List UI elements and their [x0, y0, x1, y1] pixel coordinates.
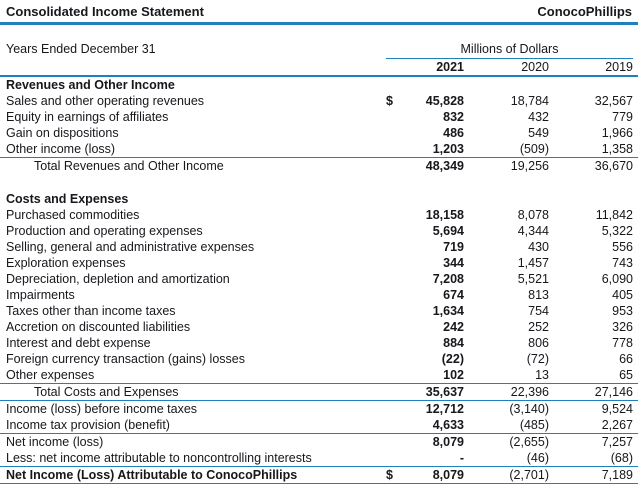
value-2020: 4,344	[517, 224, 549, 238]
units-label: Millions of Dollars	[386, 41, 633, 59]
value-2019	[549, 191, 633, 207]
table-row	[0, 384, 638, 401]
row-label: Taxes other than income taxes	[6, 304, 176, 318]
value-2019: 32,567	[594, 94, 633, 108]
value-2019: 778	[612, 336, 633, 350]
table-row	[0, 467, 638, 484]
table-row	[0, 255, 638, 271]
value-2020: 813	[528, 288, 549, 302]
value-2019	[549, 77, 633, 93]
table-row	[0, 271, 638, 287]
value-2021: 8,079	[432, 468, 464, 482]
row-label: Revenues and Other Income	[6, 78, 175, 92]
value-2021: 35,637	[425, 385, 464, 399]
value-2019: 5,322	[601, 224, 633, 238]
row-label: Net Income (Loss) Attributable to ConocoPhillips	[6, 468, 298, 482]
value-2020	[464, 191, 549, 207]
value-2019: 743	[612, 256, 633, 270]
value-2021: 344	[443, 256, 464, 270]
value-2021: 102	[443, 368, 464, 382]
table-row	[0, 351, 638, 367]
value-2021: (22)	[441, 352, 464, 366]
value-2021: 1,634	[432, 304, 464, 318]
row-label: Net income (loss)	[6, 435, 104, 449]
currency-symbol	[386, 141, 404, 157]
value-2021: 1,203	[432, 142, 464, 156]
section-heading-row	[0, 191, 638, 207]
value-2019: 36,670	[594, 159, 633, 173]
value-2019: 953	[612, 304, 633, 318]
year-header-2021: 2021	[436, 60, 464, 74]
currency-symbol	[386, 434, 404, 450]
value-2019: (68)	[610, 451, 633, 465]
row-label: Gain on dispositions	[6, 126, 119, 140]
currency-symbol	[386, 207, 404, 223]
table-row	[0, 223, 638, 239]
value-2021: -	[459, 451, 464, 465]
value-2021: 4,633	[432, 418, 464, 432]
value-2020: 806	[528, 336, 549, 350]
value-2019: 7,257	[601, 435, 633, 449]
currency-symbol: $	[386, 468, 393, 482]
year-header-2019: 2019	[605, 60, 633, 74]
year-header-spacer	[6, 59, 386, 75]
currency-symbol	[386, 271, 404, 287]
value-2020: (2,701)	[509, 468, 549, 482]
table-row	[0, 141, 638, 158]
value-2019: 326	[612, 320, 633, 334]
value-2019: 66	[619, 352, 633, 366]
value-2020: 754	[528, 304, 549, 318]
value-2019: 1,966	[601, 126, 633, 140]
value-2021: 832	[443, 110, 464, 124]
value-2021	[404, 191, 464, 207]
subheader-row	[0, 41, 638, 59]
value-2019: 27,146	[594, 385, 633, 399]
value-2020: 19,256	[510, 159, 549, 173]
year-header-row	[0, 59, 638, 77]
value-2021	[404, 77, 464, 93]
table-row	[0, 450, 638, 467]
table-row	[0, 367, 638, 384]
table-row	[0, 335, 638, 351]
currency-symbol	[386, 191, 404, 207]
value-2021: 12,712	[425, 402, 464, 416]
currency-symbol	[386, 384, 404, 400]
table-row	[0, 93, 638, 109]
value-2021: 7,208	[432, 272, 464, 286]
currency-symbol	[386, 351, 404, 367]
value-2021: 48,349	[425, 159, 464, 173]
currency-symbol	[386, 223, 404, 239]
row-label: Production and operating expenses	[6, 224, 203, 238]
value-2020: 18,784	[510, 94, 549, 108]
table-row	[0, 207, 638, 223]
row-label: Income (loss) before income taxes	[6, 402, 198, 416]
value-2019: 65	[619, 368, 633, 382]
row-label: Accretion on discounted liabilities	[6, 320, 191, 334]
table-row	[0, 125, 638, 141]
row-label: Foreign currency transaction (gains) losses	[6, 352, 245, 366]
table-row	[0, 158, 638, 174]
table-row	[0, 287, 638, 303]
value-2021: 486	[443, 126, 464, 140]
row-label: Interest and debt expense	[6, 336, 151, 350]
value-2021: 45,828	[425, 94, 464, 108]
value-2019: 2,267	[601, 418, 633, 432]
currency-symbol	[386, 287, 404, 303]
row-label: Depreciation, depletion and amortization	[6, 272, 230, 286]
section-heading-row	[0, 77, 638, 93]
row-label: Other income (loss)	[6, 142, 116, 156]
year-header-spacer	[386, 59, 404, 75]
value-2021: 719	[443, 240, 464, 254]
row-label: Equity in earnings of affiliates	[6, 110, 169, 124]
currency-symbol	[386, 239, 404, 255]
value-2020: (46)	[526, 451, 549, 465]
value-2019: 7,189	[601, 468, 633, 482]
currency-symbol	[386, 109, 404, 125]
currency-symbol	[386, 158, 404, 174]
currency-symbol: $	[386, 94, 393, 108]
row-label: Total Revenues and Other Income	[34, 159, 224, 173]
value-2019: 556	[612, 240, 633, 254]
row-label: Income tax provision (benefit)	[6, 418, 170, 432]
period-label: Years Ended December 31	[6, 42, 156, 56]
row-label: Costs and Expenses	[6, 192, 129, 206]
value-2019: 6,090	[601, 272, 633, 286]
currency-symbol	[386, 77, 404, 93]
value-2021: 5,694	[432, 224, 464, 238]
row-label: Other expenses	[6, 368, 95, 382]
row-label: Total Costs and Expenses	[34, 385, 179, 399]
value-2020: 432	[528, 110, 549, 124]
value-2020: 22,396	[510, 385, 549, 399]
currency-symbol	[386, 401, 404, 417]
table-row	[0, 434, 638, 450]
value-2019: 9,524	[601, 402, 633, 416]
value-2020: (509)	[519, 142, 549, 156]
currency-symbol	[386, 450, 404, 466]
value-2020: 5,521	[517, 272, 549, 286]
currency-symbol	[386, 255, 404, 271]
value-2021: 242	[443, 320, 464, 334]
value-2021: 674	[443, 288, 464, 302]
currency-symbol	[386, 367, 404, 383]
document-header	[0, 0, 638, 25]
value-2020: 252	[528, 320, 549, 334]
value-2020: (485)	[519, 418, 549, 432]
value-2021: 884	[443, 336, 464, 350]
table-row	[0, 417, 638, 434]
value-2019: 779	[612, 110, 633, 124]
table-body	[0, 77, 638, 484]
section-spacer	[0, 174, 638, 191]
value-2020	[464, 77, 549, 93]
currency-symbol	[386, 417, 404, 433]
value-2019: 405	[612, 288, 633, 302]
row-label: Less: net income attributable to noncontrolling interests	[6, 451, 312, 465]
value-2020: (2,655)	[509, 435, 549, 449]
value-2020: 13	[535, 368, 549, 382]
currency-symbol	[386, 303, 404, 319]
value-2020: 1,457	[517, 256, 549, 270]
value-2020: 549	[528, 126, 549, 140]
table-row	[0, 239, 638, 255]
value-2021: 18,158	[425, 208, 464, 222]
company-name: ConocoPhillips	[537, 4, 632, 19]
value-2020: 430	[528, 240, 549, 254]
year-header-2020: 2020	[521, 60, 549, 74]
value-2021: 8,079	[432, 435, 464, 449]
table-subheader	[0, 41, 638, 77]
value-2020: (72)	[526, 352, 549, 366]
value-2020: (3,140)	[509, 402, 549, 416]
row-label: Purchased commodities	[6, 208, 140, 222]
value-2019: 1,358	[601, 142, 633, 156]
currency-symbol	[386, 319, 404, 335]
value-2020: 8,078	[517, 208, 549, 222]
table-row	[0, 401, 638, 417]
table-row	[0, 319, 638, 335]
value-2019: 11,842	[595, 208, 633, 222]
row-label: Sales and other operating revenues	[6, 94, 205, 108]
row-label: Exploration expenses	[6, 256, 126, 270]
row-label: Impairments	[6, 288, 75, 302]
currency-symbol	[386, 125, 404, 141]
currency-symbol	[386, 335, 404, 351]
table-row	[0, 303, 638, 319]
page-title: Consolidated Income Statement	[6, 4, 204, 19]
table-row	[0, 109, 638, 125]
row-label: Selling, general and administrative expenses	[6, 240, 255, 254]
